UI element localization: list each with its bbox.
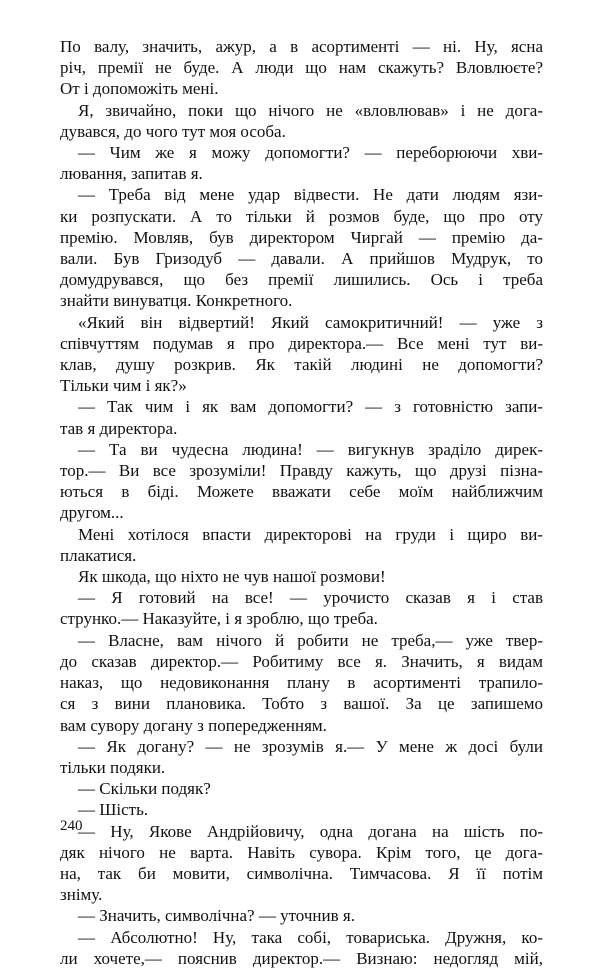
text-line: — Я готовий на все! — урочисто сказав я і став — [78, 588, 543, 608]
text-line: — Скільки подяк? — [78, 779, 211, 799]
paragraph — [60, 142, 543, 184]
text-line: ся з вини плановика. Тобто з вашої. За це запишемо — [60, 694, 543, 714]
text-line: — Власне, вам нічого й робити не треба,— уже твер- — [78, 630, 543, 650]
page-number: 240 — [60, 818, 83, 834]
text-line: ли хочете,— пояснив директор.— Визнаю: недогляд мій, — [60, 948, 543, 968]
text-line: наказ, що недовиконання плану в асортименті трапило- — [60, 673, 543, 693]
text-line: — Шість. — [78, 800, 149, 820]
text-line: лювання, запитав я. — [60, 164, 203, 184]
text-line: на, так би мовити, символічна. Тимчасова. Я її потім — [60, 863, 543, 883]
paragraph — [60, 36, 543, 100]
paragraph — [60, 799, 543, 820]
text-line: — Значить, символічна? — уточнив я. — [78, 906, 355, 926]
paragraph — [60, 736, 543, 778]
text-line: Як шкода, що ніхто не чув нашої розмови! — [78, 567, 386, 587]
text-line: премію. Мовляв, був директором Чиргай — премію да- — [60, 227, 543, 247]
text-line: річ, премії не буде. А люди що нам скажуть? Вловлюєте? — [60, 58, 543, 78]
text-line: По валу, значить, ажур, а в асортименті — ні. Ну, ясна — [60, 37, 543, 56]
paragraph — [60, 927, 543, 969]
text-line: — Так чим і як вам допомогти? — з готовністю запи- — [78, 397, 543, 417]
text-line: дувався, до чого тут моя особа. — [60, 121, 286, 141]
paragraph — [60, 587, 543, 629]
text-line: другом... — [60, 503, 124, 523]
paragraph — [60, 524, 543, 566]
paragraph — [60, 821, 543, 906]
text-line: струнко.— Наказуйте, і я зроблю, що треба. — [60, 609, 378, 629]
paragraph — [60, 100, 543, 142]
text-line: вам сувору догану з попередженням. — [60, 715, 327, 735]
text-line: — Треба від мене удар відвести. Не дати людям язи- — [78, 185, 543, 205]
text-line: співчуттям подумав я про директора.— Все мені тут ви- — [60, 333, 543, 353]
text-line: плакатися. — [60, 545, 137, 565]
book-page-text — [60, 36, 543, 969]
text-line: — Ну, Якове Андрійовичу, одна догана на шість по- — [78, 821, 543, 841]
text-line: вали. Був Гризодуб — давали. А прийшов Мудрук, то — [60, 249, 543, 269]
text-line: От і допоможіть мені. — [60, 79, 219, 99]
text-line: до сказав директор.— Робитиму все я. Значить, я видам — [60, 651, 543, 671]
text-line: — Абсолютно! Ну, така собі, товариська. Дружня, ко- — [78, 927, 543, 947]
text-line: дяк нічого не варта. Навіть сувора. Крім того, це дога- — [60, 842, 543, 862]
text-line: — Як догану? — не зрозумів я.— У мене ж досі були — [78, 736, 543, 756]
paragraph — [60, 312, 543, 397]
text-line: тільки подяки. — [60, 757, 166, 777]
text-line: тор.— Ви все зрозуміли! Правду кажуть, що друзі пізна- — [60, 461, 543, 481]
text-line: Мені хотілося впасти директорові на груди і щиро ви- — [78, 524, 543, 544]
paragraph — [60, 566, 543, 587]
text-line: Я, звичайно, поки що нічого не «вловлював» і не дога- — [78, 100, 543, 120]
text-line: тав я директора. — [60, 418, 178, 438]
paragraph — [60, 184, 543, 311]
text-line: домудрувався, що без премії лишились. Ось і треба — [60, 270, 543, 290]
text-line: знайти винуватця. Конкретного. — [60, 291, 293, 311]
paragraph — [60, 905, 543, 926]
text-line: — Чим же я можу допомогти? — переборюючи хви- — [78, 143, 543, 163]
text-line: ються в біді. Можете вважати себе моїм найближчим — [60, 482, 543, 502]
text-line: «Який він відвертий! Який самокритичний! — уже з — [78, 312, 543, 332]
text-line: клав, душу розкрив. Як такій людині не допомогти? — [60, 355, 543, 375]
text-line: ки розпускати. А то тільки й розмов буде, що про оту — [60, 206, 543, 226]
paragraph — [60, 630, 543, 736]
text-line: Тільки чим і як?» — [60, 376, 187, 396]
paragraph — [60, 396, 543, 438]
paragraph — [60, 439, 543, 524]
paragraph — [60, 778, 543, 799]
text-line: — Та ви чудесна людина! — вигукнув зраділо дирек- — [78, 439, 543, 459]
text-line: зніму. — [60, 885, 103, 905]
